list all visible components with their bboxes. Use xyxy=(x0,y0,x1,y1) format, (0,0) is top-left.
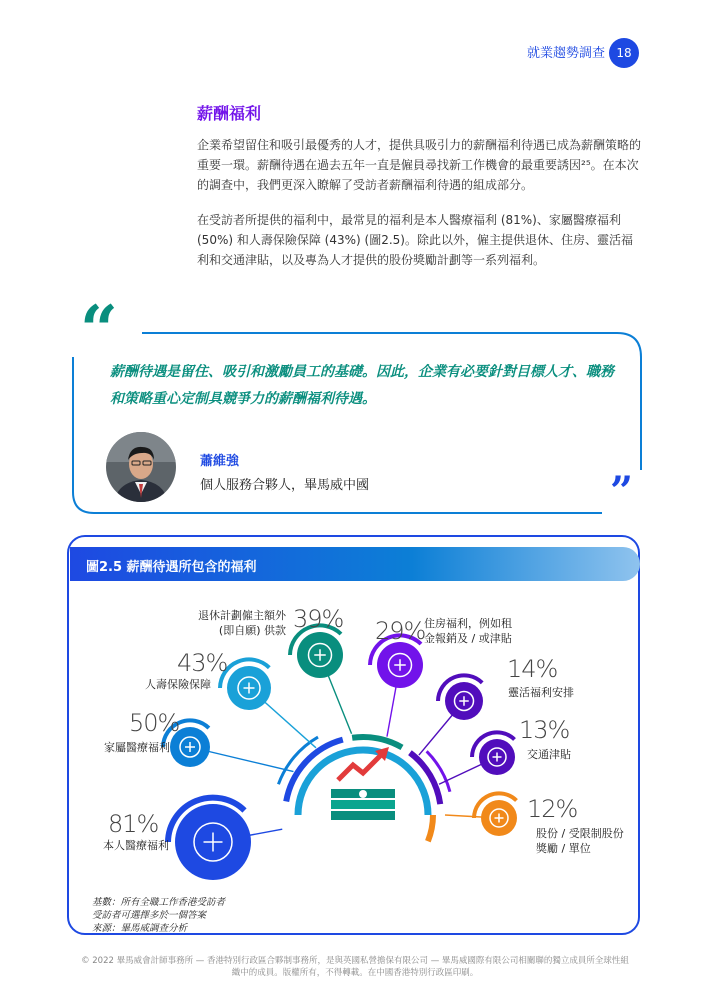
money-stack-3 xyxy=(331,811,395,820)
pct-label-29: 29% xyxy=(375,617,426,645)
open-quote-mark: “ xyxy=(80,291,118,369)
intro-paragraph: 企業希望留住和吸引最優秀的人才，提供具吸引力的薪酬福利待遇已成為薪酬策略的重要一環。薪酬待遇在過去五年一直是僱員尋找新工作機會的最重要誘因²⁵。在本次的調查中，我們更深入瞭解了受訪者薪酬福利待遇的組成部分。 xyxy=(197,138,642,192)
label-shares-line1: 股份 / 受限制股份 xyxy=(536,827,624,840)
label-housing-line2: 金報銷及 / 或津貼 xyxy=(424,632,512,645)
label-flexible: 靈活福利安排 xyxy=(508,686,574,699)
label-housing-line1: 住房福利，例如租 xyxy=(424,617,512,630)
arc-segment-orange xyxy=(428,815,433,841)
label-shares-line2: 獎勵 / 單位 xyxy=(536,842,591,855)
benefits-paragraph: 在受訪者所提供的福利中，最常見的福利是本人醫療福利 (81%)、家屬醫療福利 (50%) 和人壽保險保障 (43%) (圖2.5)。除此以外，僱主提供退休、住房、靈活福利和交通津貼，以及專為人才提供的股份獎勵計劃等一系列福利。 xyxy=(197,213,633,267)
note-multiple: 受訪者可選擇多於一個答案 xyxy=(92,910,207,921)
pct-label-39: 39% xyxy=(293,605,344,633)
money-stack-2 xyxy=(331,800,395,809)
label-retirement xyxy=(196,608,286,638)
arc-segment-teal xyxy=(352,737,402,747)
growth-arrow-icon xyxy=(338,753,383,780)
label-retirement-line2: (即自願) 供款 xyxy=(218,624,286,637)
label-housing xyxy=(424,616,512,646)
copyright-line2: 織中的成員。版權所有，不得轉載。在中國香港特別行政區印刷。 xyxy=(231,968,479,978)
speaker-title: 個人服務合夥人，畢馬威中國 xyxy=(200,478,370,493)
figure-title: 圖2.5 薪酬待遇所包含的福利 xyxy=(86,560,257,575)
label-shares xyxy=(536,826,624,856)
dollar-sign-icon xyxy=(359,790,367,798)
label-life-insurance: 人壽保險保障 xyxy=(145,678,211,691)
label-family-medical: 家屬醫療福利 xyxy=(104,741,170,754)
page-number: 18 xyxy=(609,38,639,68)
quote-text: 薪酬待遇是留住、吸引和激勵員工的基礎。因此，企業有必要針對目標人才、職務和策略重心定制具競爭力的薪酬福利待遇。 xyxy=(110,364,614,407)
pct-label-43: 43% xyxy=(177,649,228,677)
label-transport: 交通津貼 xyxy=(527,748,571,761)
note-base: 基數：所有全職工作香港受訪者 xyxy=(92,897,226,908)
pct-label-81: 81% xyxy=(108,810,159,838)
speaker-name: 蕭維強 xyxy=(200,454,240,469)
pct-label-50: 50% xyxy=(129,709,180,737)
label-self-medical: 本人醫療福利 xyxy=(103,839,169,852)
label-retirement-line1: 退休計劃僱主額外 xyxy=(198,609,286,622)
pct-label-13: 13% xyxy=(519,716,570,744)
copyright-footer xyxy=(60,955,650,979)
report-title: 就業趨勢調查 xyxy=(527,46,606,61)
pct-label-12: 12% xyxy=(527,795,578,823)
copyright-line1: © 2022 畢馬威會計師事務所 — 香港特別行政區合夥制事務所，是與英國私營擔保有限公司 — 畢馬威國際有限公司相關聯的獨立成員所全球性組 xyxy=(81,956,629,966)
section-title: 薪酬福利 xyxy=(197,104,262,123)
note-source: 來源：畢馬威調查分析 xyxy=(92,923,188,934)
pct-label-14: 14% xyxy=(507,655,558,683)
close-quote-mark: ” xyxy=(610,468,634,515)
